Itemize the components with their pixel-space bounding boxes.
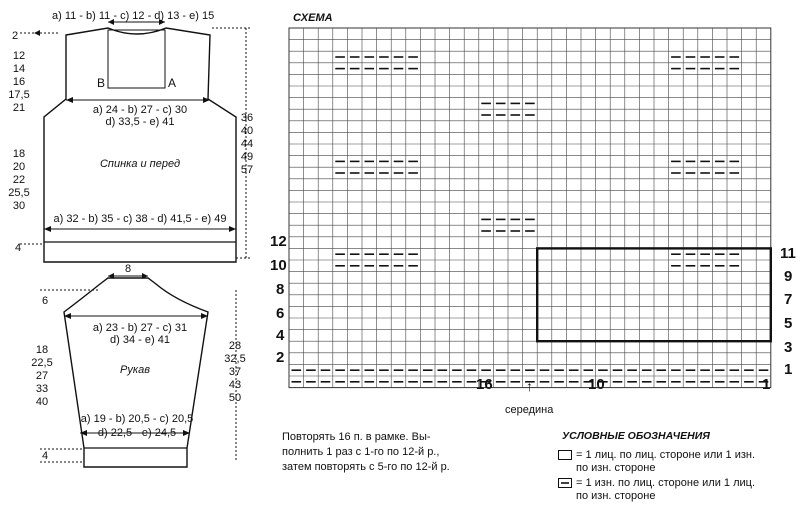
back-total-2: 40 <box>240 125 254 137</box>
back-piece-title: Спинка и перед <box>99 158 181 170</box>
back-total-5: 57 <box>240 164 254 176</box>
sleeve-left-3: 27 <box>35 370 49 382</box>
back-chest-width: a) 24 - b) 27 - c) 30 <box>92 104 188 116</box>
sleeve-cap-top: 8 <box>124 263 132 275</box>
back-armhole-1: 12 <box>12 50 26 62</box>
row-label-4: 4 <box>276 327 285 344</box>
sleeve-left-4: 33 <box>35 383 49 395</box>
sleeve-right-1: 28 <box>228 340 242 352</box>
instruction-line-3: затем повторять с 5-го по 12-й р. <box>282 461 450 473</box>
sleeve-left-2: 22,5 <box>31 357 53 369</box>
back-side-3: 22 <box>12 174 26 186</box>
row-label-8: 8 <box>276 281 285 298</box>
row-label-6: 6 <box>276 305 285 322</box>
back-armhole-3: 16 <box>12 76 26 88</box>
col-label-1: 1 <box>762 376 771 393</box>
row-label-3: 3 <box>784 339 793 356</box>
back-chest-width-2: d) 33,5 - e) 41 <box>105 116 175 128</box>
back-shoulder-drop: 2 <box>12 30 19 42</box>
back-rib-height: 4 <box>15 242 22 254</box>
legend-knit-line1: = 1 лиц. по лиц. стороне или 1 изн. <box>576 449 756 461</box>
row-label-10: 10 <box>270 257 287 274</box>
sleeve-piece-title: Рукав <box>120 364 150 376</box>
neck-point-a: A <box>168 76 177 90</box>
back-side-5: 30 <box>12 200 26 212</box>
back-total-1: 36 <box>240 112 254 124</box>
back-hem-width: a) 32 - b) 35 - c) 38 - d) 41,5 - e) 49 <box>53 213 227 225</box>
sleeve-upper-width: a) 23 - b) 27 - c) 31 <box>92 322 188 334</box>
row-label-12: 12 <box>270 233 287 250</box>
sleeve-cuff-width-2: d) 22,5 - e) 24,5 <box>97 427 177 439</box>
back-armhole-4: 17,5 <box>8 89 30 101</box>
instruction-line-2: полнить 1 раз с 1-го по 12-й р., <box>282 446 440 458</box>
sleeve-cuff-height: 4 <box>42 450 49 462</box>
row-label-9: 9 <box>784 268 793 285</box>
back-side-4: 25,5 <box>8 187 30 199</box>
center-label: середина <box>505 404 554 416</box>
legend-knit-line2: по изн. стороне <box>576 462 656 474</box>
col-label-10: 10 <box>588 376 605 393</box>
chart-frame <box>289 28 771 388</box>
back-armhole-5: 21 <box>12 102 26 114</box>
back-side-1: 18 <box>12 148 26 160</box>
center-arrow-icon: ↑ <box>526 378 533 394</box>
instruction-line-1: Повторять 16 п. в рамке. Вы- <box>282 431 431 443</box>
sleeve-right-4: 43 <box>228 379 242 391</box>
sleeve-left-1: 18 <box>35 344 49 356</box>
legend-title: УСЛОВНЫЕ ОБОЗНАЧЕНИЯ <box>562 430 710 442</box>
sleeve-right-2: 32,5 <box>224 353 246 365</box>
back-total-3: 44 <box>240 138 254 150</box>
neck-point-b: B <box>97 76 106 90</box>
legend-purl-symbol-icon <box>558 478 572 488</box>
row-label-7: 7 <box>784 291 793 308</box>
row-label-1: 1 <box>784 361 793 378</box>
legend-knit-symbol-icon <box>558 450 572 460</box>
back-armhole-2: 14 <box>12 63 26 75</box>
col-label-16: 16 <box>476 376 493 393</box>
back-side-2: 20 <box>12 161 26 173</box>
row-label-2: 2 <box>276 349 285 366</box>
chart-title: СХЕМА <box>293 12 333 24</box>
sleeve-right-5: 50 <box>228 392 242 404</box>
sleeve-cap-height: 6 <box>42 295 49 307</box>
legend-purl-line2: по изн. стороне <box>576 490 656 502</box>
sleeve-right-3: 37 <box>228 366 242 378</box>
sleeve-left-5: 40 <box>35 396 49 408</box>
back-top-sizes: a) 11 - b) 11 - c) 12 - d) 13 - e) 15 <box>52 10 215 22</box>
sleeve-upper-width-2: d) 34 - e) 41 <box>110 334 170 346</box>
back-total-4: 49 <box>240 151 254 163</box>
sleeve-cuff-width: a) 19 - b) 20,5 - c) 20,5 <box>80 413 194 425</box>
row-label-5: 5 <box>784 315 793 332</box>
legend-purl-line1: = 1 изн. по лиц. стороне или 1 лиц. <box>576 477 756 489</box>
row-label-11: 11 <box>780 245 796 262</box>
